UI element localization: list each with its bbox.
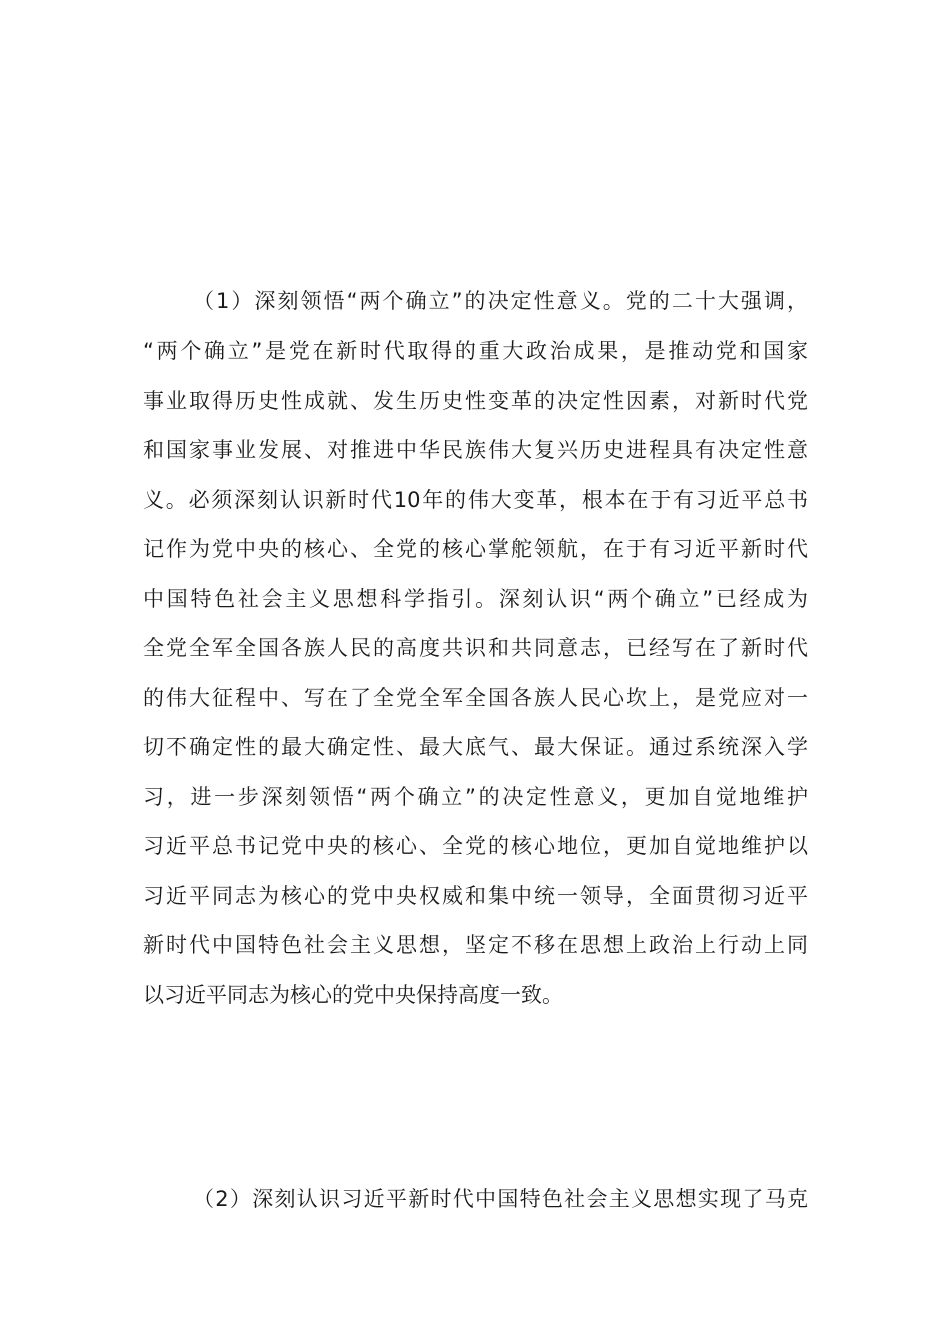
paragraph-line: 全党全军全国各族人民的高度共识和共同意志，已经写在了新时代 bbox=[143, 636, 808, 660]
paragraph-line: 新时代中国特色社会主义思想，坚定不移在思想上政治上行动上同 bbox=[143, 933, 808, 957]
paragraph-line: 习近平同志为核心的党中央权威和集中统一领导，全面贯彻习近平 bbox=[143, 884, 808, 908]
paragraph-line: （1）深刻领悟“两个确立”的决定性意义。党的二十大强调， bbox=[193, 289, 808, 313]
paragraph-line: 和国家事业发展、对推进中华民族伟大复兴历史进程具有决定性意 bbox=[143, 438, 808, 462]
paragraph-line: （2）深刻认识习近平新时代中国特色社会主义思想实现了马克 bbox=[193, 1187, 808, 1211]
paragraph-line: 记作为党中央的核心、全党的核心掌舵领航，在于有习近平新时代 bbox=[143, 537, 808, 561]
paragraph-line: 习，进一步深刻领悟“两个确立”的决定性意义，更加自觉地维护 bbox=[143, 785, 808, 809]
paragraph-line: 习近平总书记党中央的核心、全党的核心地位，更加自觉地维护以 bbox=[143, 834, 808, 858]
paragraph-line: “两个确立”是党在新时代取得的重大政治成果，是推动党和国家 bbox=[143, 339, 808, 363]
paragraph-line: 切不确定性的最大确定性、最大底气、最大保证。通过系统深入学 bbox=[143, 735, 808, 759]
paragraph-line: 中国特色社会主义思想科学指引。深刻认识“两个确立”已经成为 bbox=[143, 587, 808, 611]
paragraph-line: 义。必须深刻认识新时代10年的伟大变革，根本在于有习近平总书 bbox=[143, 488, 808, 512]
paragraph-line: 以习近平同志为核心的党中央保持高度一致。 bbox=[143, 983, 563, 1007]
paragraph-line: 事业取得历史性成就、发生历史性变革的决定性因素，对新时代党 bbox=[143, 389, 808, 413]
paragraph-line: 的伟大征程中、写在了全党全军全国各族人民心坎上，是党应对一 bbox=[143, 686, 808, 710]
